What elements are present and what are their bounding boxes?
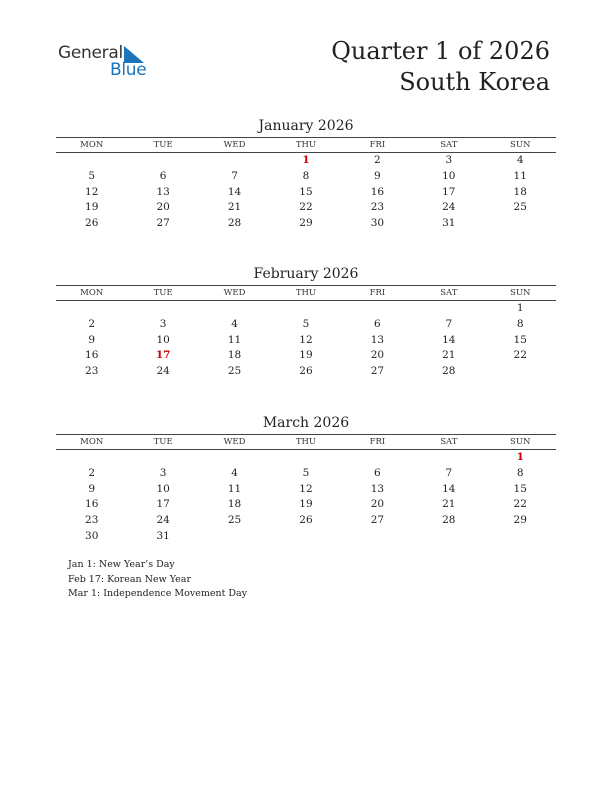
day-cell: 28 [442, 514, 456, 527]
day-cell: 10 [156, 333, 170, 346]
day-cell: 13 [156, 185, 170, 198]
day-cell: 2 [88, 466, 96, 479]
week-row [56, 529, 556, 545]
day-cell [342, 529, 413, 545]
day-cell: 16 [370, 185, 385, 198]
day-cell: 19 [85, 201, 99, 214]
month-calendar-march [56, 413, 556, 545]
week-row [56, 301, 556, 317]
weekday-header: TUE [153, 140, 173, 150]
day-cell: 23 [85, 514, 99, 527]
day-cell: 7 [445, 317, 453, 330]
week-row [56, 153, 556, 169]
day-cell: 8 [516, 466, 524, 479]
day-cell: 16 [85, 349, 99, 362]
holiday-day-cell: 1 [302, 154, 310, 166]
holiday-note: Mar 1: Independence Movement Day [68, 588, 248, 599]
day-cell: 20 [370, 498, 385, 511]
day-cell [199, 450, 270, 466]
month-calendar-february [56, 264, 556, 380]
weekday-header: WED [223, 288, 246, 298]
day-cell: 3 [159, 466, 167, 479]
day-cell: 21 [442, 498, 456, 511]
weekday-header: SAT [440, 437, 458, 447]
month-title: February 2026 [253, 266, 359, 282]
day-cell: 26 [299, 365, 313, 378]
day-cell: 25 [227, 365, 242, 378]
weekday-header: WED [223, 140, 246, 150]
weekday-header-row [56, 137, 556, 153]
day-cell: 6 [374, 466, 381, 479]
day-cell: 22 [513, 349, 527, 362]
weekday-header-row [56, 285, 556, 301]
day-cell: 13 [370, 482, 385, 495]
day-cell: 14 [442, 333, 456, 346]
day-cell: 22 [299, 201, 313, 214]
day-cell: 24 [156, 514, 170, 527]
day-cell: 31 [156, 529, 170, 542]
day-cell: 10 [442, 169, 456, 182]
weekday-header: SUN [510, 140, 531, 150]
day-cell: 21 [227, 201, 242, 214]
day-cell: 21 [442, 349, 456, 362]
day-cell: 12 [299, 333, 313, 346]
weekday-header: THU [295, 140, 317, 150]
day-cell: 3 [159, 317, 167, 330]
day-cell: 10 [156, 482, 170, 495]
day-cell: 7 [445, 466, 453, 479]
logo-word-blue: Blue [110, 60, 147, 80]
weekday-header: THU [295, 288, 317, 298]
week-row [56, 450, 556, 466]
day-cell [199, 529, 270, 545]
day-cell: 8 [516, 317, 524, 330]
day-cell [485, 364, 556, 380]
day-cell: 2 [88, 317, 96, 330]
day-cell: 5 [302, 466, 310, 479]
weekday-header: SAT [440, 288, 458, 298]
page-title [331, 36, 550, 98]
day-cell: 23 [370, 201, 385, 214]
weekday-header: FRI [369, 140, 386, 150]
week-row [56, 169, 556, 185]
month-title: March 2026 [262, 415, 350, 431]
day-cell [270, 529, 341, 545]
day-cell: 6 [159, 169, 167, 182]
day-cell: 31 [442, 217, 456, 230]
week-row [56, 466, 556, 482]
day-cell [413, 450, 484, 466]
month-calendar-january [56, 116, 556, 232]
logo-word-general: General [58, 43, 123, 63]
day-cell: 19 [299, 498, 313, 511]
week-row [56, 216, 556, 232]
day-cell: 13 [370, 333, 385, 346]
weekday-header: FRI [369, 437, 386, 447]
day-cell: 30 [85, 529, 99, 542]
weekday-header: SAT [440, 140, 458, 150]
day-cell [199, 301, 270, 317]
month-title: January 2026 [258, 118, 354, 134]
week-row [56, 333, 556, 349]
day-cell [127, 450, 198, 466]
day-cell: 6 [374, 317, 381, 330]
day-cell: 14 [227, 185, 242, 198]
day-cell: 24 [156, 365, 170, 378]
day-cell: 28 [442, 365, 456, 378]
day-cell: 20 [370, 349, 385, 362]
day-cell: 2 [374, 154, 381, 166]
day-cell: 19 [299, 349, 313, 362]
day-cell [56, 450, 127, 466]
day-cell: 30 [370, 217, 385, 230]
day-cell [413, 301, 484, 317]
week-row [56, 200, 556, 216]
week-row [56, 513, 556, 529]
day-cell [56, 153, 127, 169]
day-cell: 25 [513, 201, 527, 214]
weekday-header: MON [80, 288, 104, 298]
weekday-header-row [56, 434, 556, 450]
day-cell: 8 [302, 169, 310, 182]
weekday-header: WED [223, 437, 246, 447]
day-cell: 7 [231, 169, 238, 182]
day-cell: 15 [513, 333, 527, 346]
day-cell: 5 [88, 169, 96, 182]
weekday-header: TUE [153, 437, 173, 447]
title-country: South Korea [399, 68, 550, 96]
day-cell: 12 [299, 482, 313, 495]
day-cell: 4 [231, 466, 238, 479]
day-cell: 18 [513, 185, 527, 198]
week-row [56, 317, 556, 333]
week-row [56, 364, 556, 380]
day-cell: 26 [299, 514, 313, 527]
day-cell: 17 [442, 185, 456, 198]
weekday-header: SUN [510, 288, 531, 298]
generalblue-logo [58, 43, 158, 83]
day-cell: 27 [156, 217, 170, 230]
holiday-note: Feb 17: Korean New Year [68, 573, 191, 585]
day-cell [485, 216, 556, 232]
day-cell: 9 [88, 333, 96, 346]
day-cell [485, 529, 556, 545]
day-cell: 23 [85, 365, 99, 378]
week-row [56, 185, 556, 201]
holiday-day-cell: 17 [155, 349, 171, 362]
day-cell [199, 153, 270, 169]
day-cell [56, 301, 127, 317]
week-row [56, 482, 556, 498]
holiday-note: Jan 1: New Year’s Day [68, 559, 175, 570]
day-cell: 27 [370, 365, 385, 378]
weekday-header: FRI [369, 288, 386, 298]
day-cell: 18 [227, 349, 242, 362]
day-cell: 15 [513, 482, 527, 495]
holiday-day-cell: 1 [516, 451, 524, 463]
day-cell: 18 [227, 498, 242, 511]
day-cell: 28 [227, 217, 242, 230]
day-cell: 12 [85, 185, 99, 198]
day-cell: 4 [516, 154, 524, 166]
day-cell: 24 [442, 201, 456, 214]
weekday-header: MON [80, 437, 104, 447]
day-cell: 5 [302, 317, 310, 330]
day-cell [127, 301, 198, 317]
week-row [56, 348, 556, 364]
day-cell: 27 [370, 514, 385, 527]
day-cell: 17 [156, 498, 170, 511]
day-cell: 29 [513, 514, 527, 527]
day-cell: 22 [513, 498, 527, 511]
day-cell: 25 [227, 514, 242, 527]
day-cell: 14 [442, 482, 456, 495]
weekday-header: THU [295, 437, 317, 447]
day-cell: 16 [85, 498, 99, 511]
weekday-header: SUN [510, 437, 531, 447]
weekday-header: MON [80, 140, 104, 150]
day-cell: 4 [231, 317, 238, 330]
day-cell: 29 [299, 217, 313, 230]
day-cell [270, 450, 341, 466]
day-cell [342, 301, 413, 317]
holiday-notes [68, 558, 247, 602]
day-cell [127, 153, 198, 169]
day-cell [413, 529, 484, 545]
title-quarter: Quarter 1 of 2026 [331, 37, 550, 65]
weekday-header: TUE [153, 288, 173, 298]
day-cell: 15 [299, 185, 313, 198]
day-cell [342, 450, 413, 466]
day-cell: 1 [516, 302, 524, 314]
day-cell: 3 [445, 154, 453, 166]
day-cell: 11 [513, 169, 527, 182]
day-cell: 9 [88, 482, 96, 495]
day-cell: 11 [227, 333, 242, 346]
day-cell [270, 301, 341, 317]
day-cell: 20 [156, 201, 170, 214]
day-cell: 11 [227, 482, 242, 495]
day-cell: 26 [85, 217, 99, 230]
week-row [56, 497, 556, 513]
day-cell: 9 [374, 169, 381, 182]
